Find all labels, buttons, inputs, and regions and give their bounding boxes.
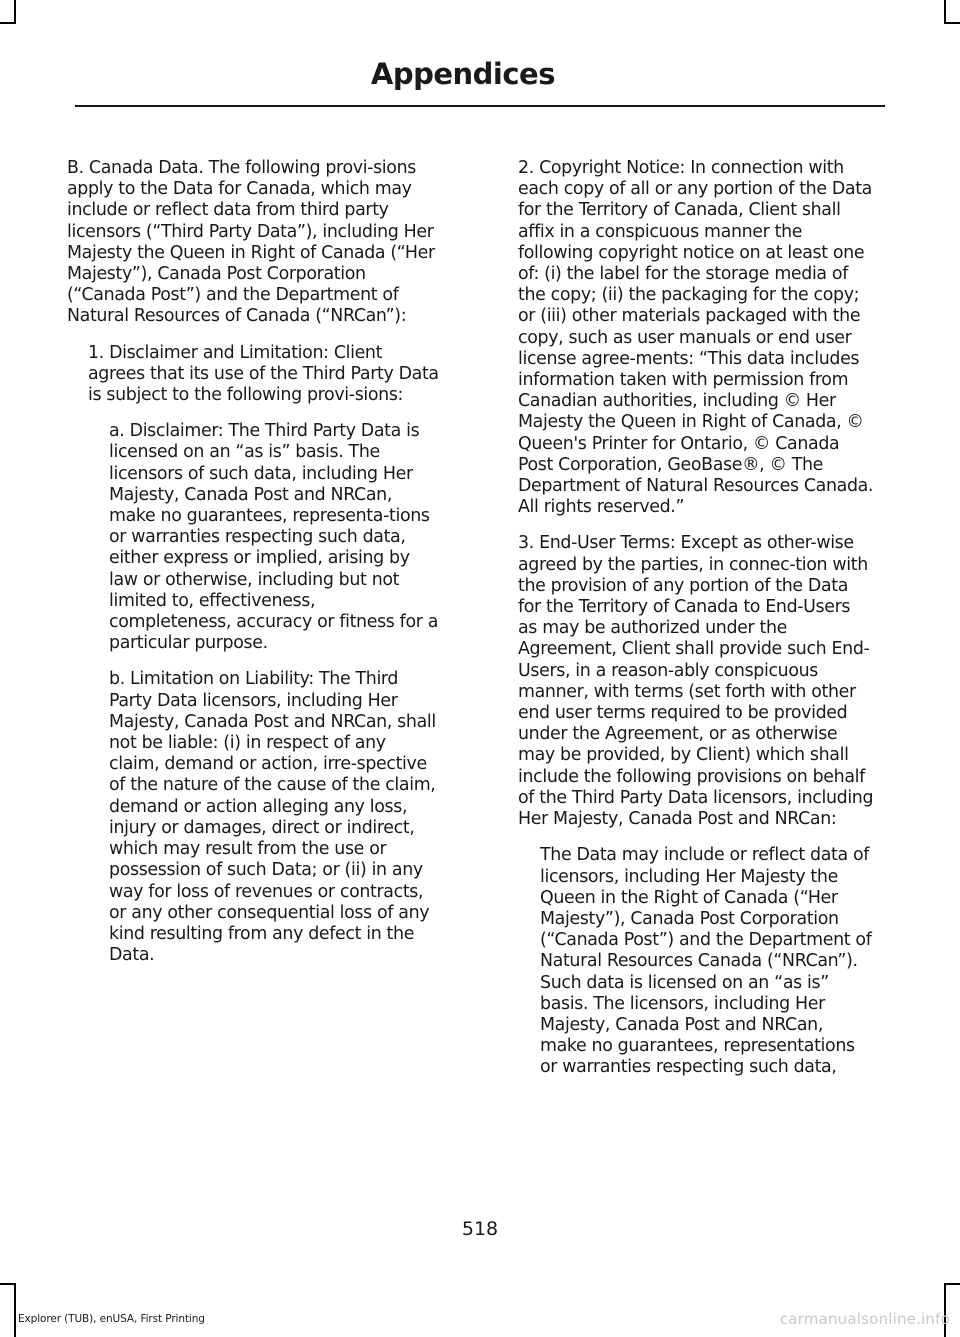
paragraph-limitation-liability: b. Limitation on Liability: The Third Party Data licensors, including Her Majesty, Canada Post and NRCan, shall not be liable: (i) in respect of any claim, demand or action, irre-spective of the nature of the cause of the claim, demand or action alleging any loss, injury or damages, direct or indirect, which may result from the use or possession of such Data; or (ii) in any way for loss of revenues or contracts, or any other consequential loss of any kind resulting from any defect in the Data.	[109, 669, 436, 966]
left-column	[67, 158, 439, 981]
paragraph-end-user-terms: 3. End-User Terms: Except as other-wise agreed by the parties, in connec-tion with the provision of any portion of the Data for the Territory of Canada to End-Users as may be authorized under the Agreement, Client shall provide such End-Users, in a reason-ably conspicuous manner, with terms (set forth with other end user terms required to be provided under the Agreement, or as otherwise may be provided, by Client) which shall include the following provisions on behalf of the Third Party Data licensors, including Her Majesty, Canada Post and NRCan:	[518, 533, 874, 830]
header-divider	[75, 105, 885, 107]
crop-mark	[944, 22, 960, 24]
right-column	[518, 158, 874, 1094]
crop-mark	[944, 0, 946, 24]
paragraph-data-licensors: The Data may include or reflect data of licensors, including Her Majesty the Queen in the Right of Canada (“Her Majesty”), Canada Post Corporation (“Canada Post”) and the Department of Natural Resources Canada (“NRCan”). Such data is licensed on an “as is” basis. The licensors, including Her Majesty, Canada Post and NRCan, make no guarantees, representations or warranties respecting such data,	[540, 845, 872, 1078]
paragraph-copyright-notice: 2. Copyright Notice: In connection with each copy of all or any portion of the Data for the Territory of Canada, Client shall affix in a conspicuous manner the following copyright notice on at least one of: (i) the label for the storage media of the copy; (ii) the packaging for the copy; or (iii) other materials packaged with the copy, such as user manuals or end user license agree-ments: “This data includes information taken with permission from Canadian authorities, including © Her Majesty the Queen in Right of Canada, © Queen's Printer for Ontario, © Canada Post Corporation, GeoBase®, © The Department of Natural Resources Canada. All rights reserved.”	[518, 158, 874, 518]
crop-mark	[14, 1283, 16, 1337]
crop-mark	[0, 22, 16, 24]
page-title: Appendices	[370, 57, 555, 91]
edition-footer: Explorer (TUB), enUSA, First Printing	[18, 1313, 205, 1325]
crop-mark	[14, 0, 16, 24]
watermark: carmanualsonline.info	[779, 1310, 950, 1328]
page-number: 518	[461, 1218, 499, 1240]
crop-mark	[0, 1283, 16, 1285]
paragraph-disclaimer-limitation: 1. Disclaimer and Limitation: Client agrees that its use of the Third Party Data is subject to the following provi-sions:	[88, 342, 439, 406]
paragraph-disclaimer: a. Disclaimer: The Third Party Data is licensed on an “as is” basis. The licensors of such data, including Her Majesty, Canada Post and NRCan, make no guarantees, representa-tions or warranties respecting such data, either express or implied, arising by law or otherwise, including but not limited to, effectiveness, completeness, accuracy or fitness for a particular purpose.	[109, 421, 439, 654]
crop-mark	[944, 1283, 960, 1285]
paragraph-canada-data: B. Canada Data. The following provi-sions apply to the Data for Canada, which may include or reflect data from third party licensors (“Third Party Data”), including Her Majesty the Queen in Right of Canada (“Her Majesty”), Canada Post Corporation (“Canada Post”) and the Department of Natural Resources of Canada (“NRCan”):	[67, 158, 435, 327]
